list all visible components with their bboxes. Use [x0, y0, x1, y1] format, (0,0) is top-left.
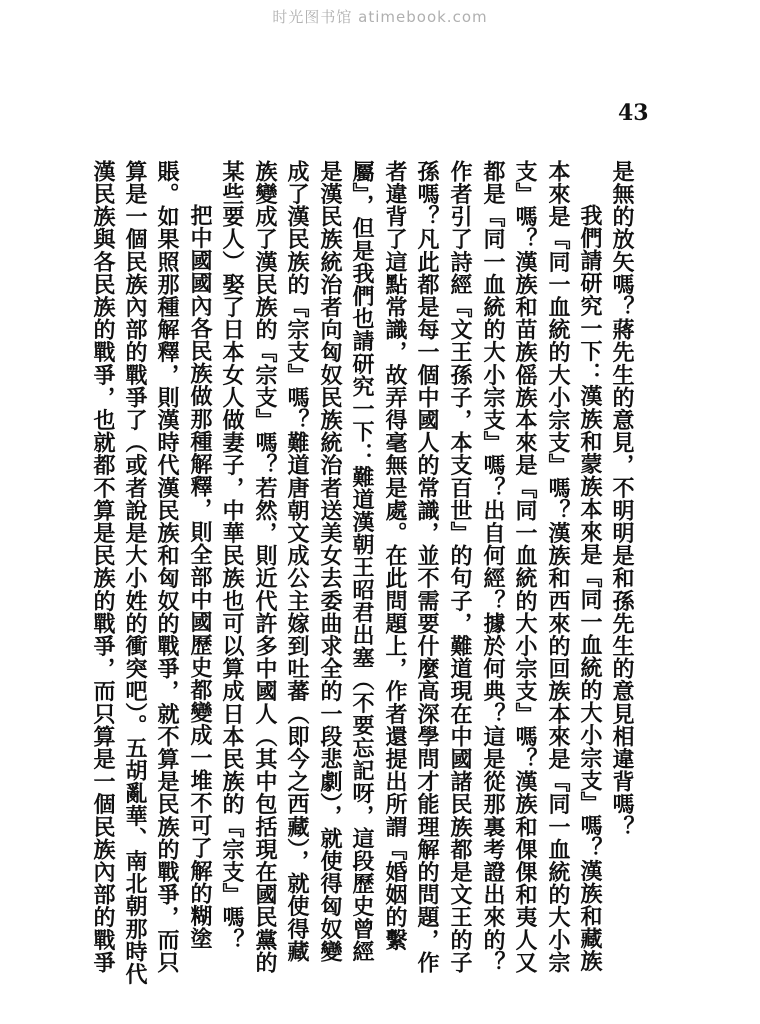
text-column-6: 作者引了詩經『文王孫子，本支百世』的句子，難道現在中國諸民族都是文王的子 [447, 160, 473, 974]
text-column-10: 是漢民族統治者向匈奴民族統治者送美女去委曲求全的一段悲劇），就使得匈奴變 [317, 160, 343, 963]
text-column-15: 賬。如果照那種解釋，則漢時代漢民族和匈奴的戰爭，就不算是民族的戰爭，而只 [154, 160, 180, 974]
text-column-13: 某些要人）娶了日本女人做妻子，中華民族也可以算成日本民族的『宗支』嗎？ [219, 160, 245, 951]
text-column-2: 我們請研究一下：漢族和蒙族本來是『同一血統的大小宗支』嗎？漢族和藏族 [577, 204, 603, 973]
text-column-11: 成了漢民族的『宗支』嗎？難道唐朝文成公主嫁到吐蕃（即今之西藏），就使得藏 [284, 160, 310, 963]
text-column-1: 是無的放矢嗎？蔣先生的意見，不明明是和孫先生的意見相違背嗎？ [609, 160, 635, 838]
text-column-17: 漢民族與各民族的戰爭，也就都不算是民族的戰爭，而只算是一個民族內部的戰爭 [90, 160, 116, 974]
text-column-7: 孫嗎？凡此都是每一個中國人的常識，並不需要什麼高深學問才能理解的問題，作 [414, 160, 440, 974]
watermark: 时光图书馆 atimebook.com [272, 8, 488, 26]
text-column-14: 把中國國內各民族做那種解釋，則全部中國歷史都變成一堆不可了解的糊塗 [187, 204, 213, 950]
page-number: 43 [618, 100, 649, 126]
text-column-12: 族變成了漢民族的『宗支』嗎？若然，則近代許多中國人（其中包括現在國民黨的 [252, 160, 278, 974]
text-column-5: 都是『同一血統的大小宗支』嗎？出自何經？據於何典？這是從那裏考證出來的？ [480, 160, 506, 974]
text-column-9: 屬』，但是我們也請研究一下：難道漢朝王昭君出塞（不要忘記呀，這段歷史曾經 [349, 160, 375, 963]
text-column-4: 支』嗎？漢族和苗族傜族本來是『同一血統的大小宗支』嗎？漢族和倮倮和夷人又 [512, 160, 538, 974]
text-column-3: 本來是『同一血統的大小宗支』嗎？漢族和西來的回族本來是『同一血統的大小宗 [545, 160, 571, 974]
text-column-16: 算是一個民族內部的戰爭了（或者說是大小姓的衝突吧）。五胡亂華、南北朝那時代 [122, 160, 148, 986]
text-column-8: 者違背了這點常識，故弄得毫無是處。在此問題上，作者還提出所謂『婚姻的繫 [382, 160, 408, 951]
